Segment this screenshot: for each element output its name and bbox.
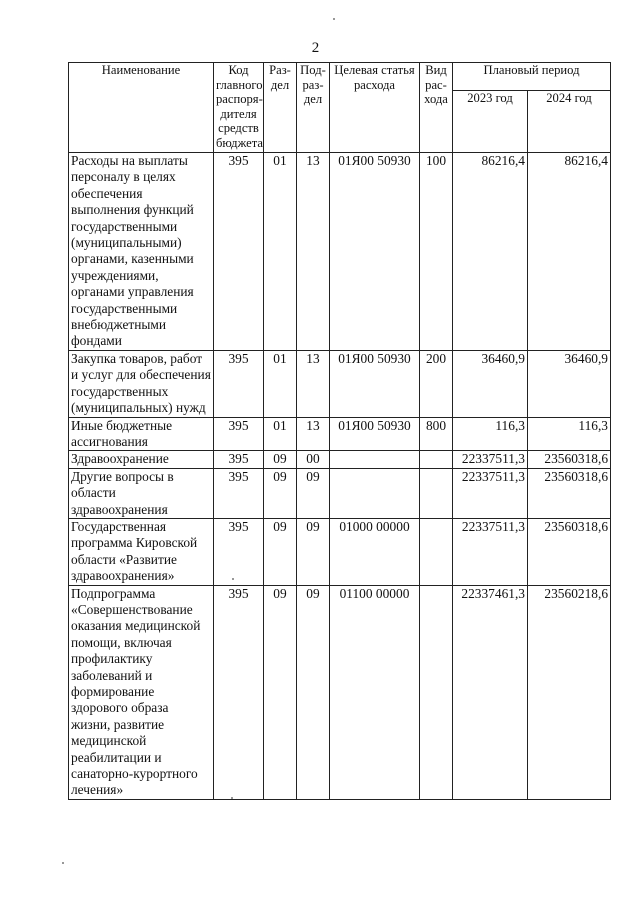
row-amount-2023: 36460,9 xyxy=(453,350,528,417)
row-name: Здравоохранение xyxy=(69,451,214,468)
row-name: Государственная программа Кировской области «Развитие здравоохранения» xyxy=(69,518,214,585)
row-subsection: 09 xyxy=(297,518,330,585)
row-subsection: 13 xyxy=(297,350,330,417)
row-amount-2023: 22337511,3 xyxy=(453,468,528,518)
table-row xyxy=(69,350,611,417)
header-year-2024: 2024 год xyxy=(528,91,611,153)
row-section: 09 xyxy=(264,468,297,518)
row-amount-2023: 116,3 xyxy=(453,417,528,451)
header-name: Наименование xyxy=(69,63,214,153)
row-subsection: 13 xyxy=(297,153,330,351)
page-number: 2 xyxy=(311,40,320,56)
row-amount-2023: 86216,4 xyxy=(453,153,528,351)
header-subsection: Под-раз-дел xyxy=(297,63,330,153)
row-target-article: 01000 00000 xyxy=(330,518,420,585)
row-target-article xyxy=(330,451,420,468)
row-code: 395 xyxy=(214,350,264,417)
table-row xyxy=(69,153,611,351)
row-subsection: 09 xyxy=(297,468,330,518)
row-amount-2023: 22337461,3 xyxy=(453,585,528,799)
row-code: 395 xyxy=(214,518,264,585)
row-name: Иные бюджетные ассигнования xyxy=(69,417,214,451)
row-target-article: 01Я00 50930 xyxy=(330,350,420,417)
header-section: Раз-дел xyxy=(264,63,297,153)
row-code: 395 xyxy=(214,585,264,799)
row-amount-2024: 23560218,6 xyxy=(528,585,611,799)
row-expense-type: 100 xyxy=(420,153,453,351)
header-year-2023: 2023 год xyxy=(453,91,528,153)
header-target-article: Целевая статья расхода xyxy=(330,63,420,153)
row-subsection: 13 xyxy=(297,417,330,451)
row-subsection: 00 xyxy=(297,451,330,468)
row-target-article xyxy=(330,468,420,518)
row-section: 01 xyxy=(264,417,297,451)
row-code: 395 xyxy=(214,468,264,518)
table-row xyxy=(69,518,611,585)
table-row xyxy=(69,417,611,451)
row-expense-type xyxy=(420,518,453,585)
row-amount-2024: 86216,4 xyxy=(528,153,611,351)
row-section: 01 xyxy=(264,153,297,351)
row-expense-type xyxy=(420,451,453,468)
row-amount-2023: 22337511,3 xyxy=(453,518,528,585)
row-code: 395 xyxy=(214,451,264,468)
table-row xyxy=(69,451,611,468)
row-expense-type xyxy=(420,468,453,518)
header-expense-type: Вид рас-хода xyxy=(420,63,453,153)
scan-speck xyxy=(333,18,335,20)
row-amount-2024: 36460,9 xyxy=(528,350,611,417)
row-section: 09 xyxy=(264,585,297,799)
row-section: 09 xyxy=(264,518,297,585)
header-code: Код главного распоря-дителя средств бюджета xyxy=(214,63,264,153)
row-target-article: 01Я00 50930 xyxy=(330,153,420,351)
row-expense-type: 800 xyxy=(420,417,453,451)
header-planning-period: Плановый период xyxy=(453,63,611,91)
scan-speck xyxy=(62,862,64,864)
row-subsection: 09 xyxy=(297,585,330,799)
row-expense-type: 200 xyxy=(420,350,453,417)
row-amount-2024: 23560318,6 xyxy=(528,518,611,585)
row-target-article: 01Я00 50930 xyxy=(330,417,420,451)
row-target-article: 01100 00000 xyxy=(330,585,420,799)
table-row xyxy=(69,585,611,799)
scan-speck xyxy=(232,578,234,580)
row-amount-2024: 116,3 xyxy=(528,417,611,451)
row-amount-2024: 23560318,6 xyxy=(528,451,611,468)
row-code: 395 xyxy=(214,417,264,451)
scan-speck xyxy=(231,797,233,799)
row-amount-2024: 23560318,6 xyxy=(528,468,611,518)
row-name: Закупка товаров, работ и услуг для обеспечения государственных (муниципальных) нужд xyxy=(69,350,214,417)
table-body xyxy=(69,153,611,800)
budget-table xyxy=(68,62,611,800)
row-code: 395 xyxy=(214,153,264,351)
row-name: Подпрограмма «Совершенствование оказания медицинской помощи, включая профилактику заболеваний и формирование здорового образа жизни, развитие медицинской реабилитации и санаторно-курортного лечения» xyxy=(69,585,214,799)
row-name: Другие вопросы в области здравоохранения xyxy=(69,468,214,518)
row-section: 09 xyxy=(264,451,297,468)
table-row xyxy=(69,468,611,518)
row-name: Расходы на выплаты персоналу в целях обеспечения выполнения функций государственными (муниципальными) органами, казенными учреждениями, органами управления государственными внебюджетными фондами xyxy=(69,153,214,351)
row-amount-2023: 22337511,3 xyxy=(453,451,528,468)
row-expense-type xyxy=(420,585,453,799)
row-section: 01 xyxy=(264,350,297,417)
